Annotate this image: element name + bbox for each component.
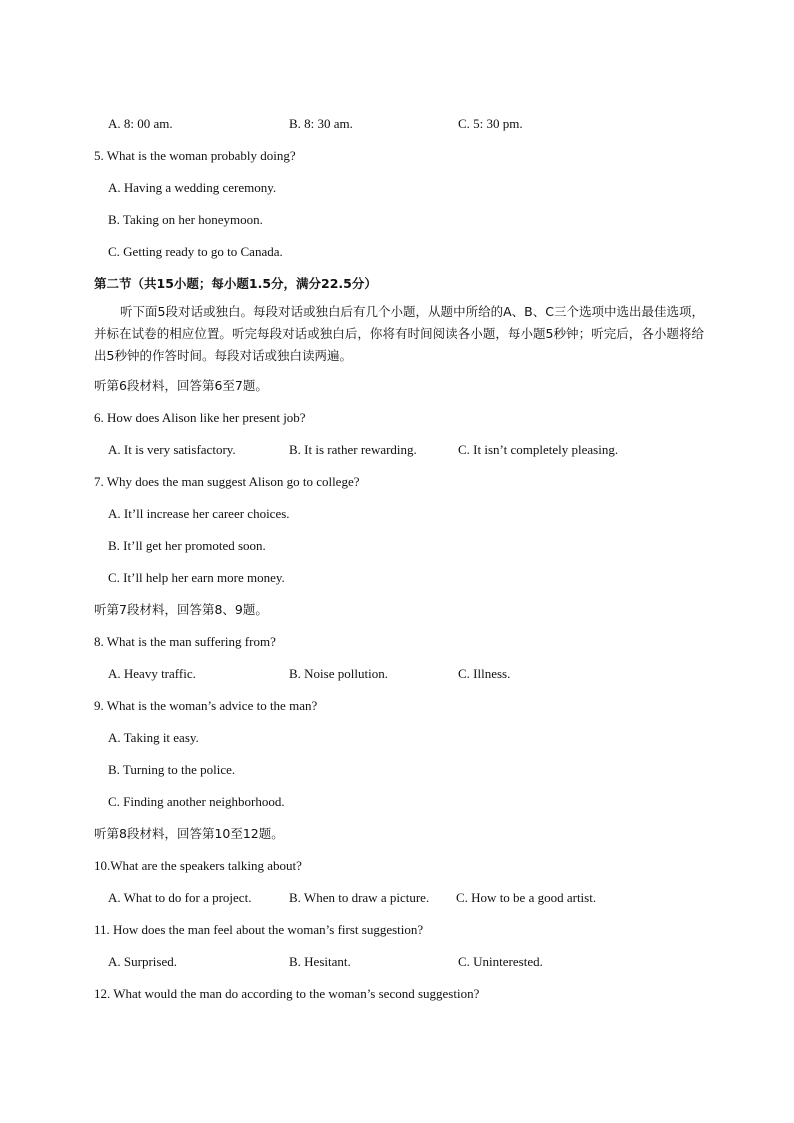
q8-option-a: A. Heavy traffic. (108, 666, 196, 681)
q11-option-a: A. Surprised. (108, 954, 177, 969)
q8-option-c: C. Illness. (458, 666, 511, 681)
q4-option-a: A. 8: 00 am. (108, 116, 173, 131)
q11-option-c: C. Uninterested. (458, 954, 543, 969)
material-6-label: 听第6段材料，回答第6至7题。 (94, 378, 268, 393)
section-heading: 第二节（共15小题；每小题1.5分，满分22.5分） (94, 276, 377, 291)
q10-option-a: A. What to do for a project. (108, 890, 252, 905)
instructions-text: 听下面5段对话或独白。每段对话或独白后有几个小题，从题中所给的A、B、C三个选项中选出最佳选项，并标在试卷的相应位置。听完每段对话或独白后，你将有时间阅读各小题，每小题5秒钟；听完后，各小题将给出5秒钟的作答时间。每段对话或独白读两遍。 (94, 304, 704, 363)
material-8-label: 听第8段材料，回答第10至12题。 (94, 826, 284, 841)
q9-option-b: B. Turning to the police. (108, 762, 236, 777)
q10-option-c: C. How to be a good artist. (456, 890, 597, 905)
q6-option-b: B. It is rather rewarding. (289, 442, 417, 457)
q6-option-a: A. It is very satisfactory. (108, 442, 236, 457)
q7-option-b: B. It’ll get her promoted soon. (108, 538, 266, 553)
q9-question: 9. What is the woman’s advice to the man? (94, 698, 318, 713)
q12-question: 12. What would the man do according to the woman’s second suggestion? (94, 986, 480, 1001)
q7-option-a: A. It’ll increase her career choices. (108, 506, 290, 521)
q8-option-b: B. Noise pollution. (289, 666, 388, 681)
q7-option-c: C. It’ll help her earn more money. (108, 570, 285, 585)
q10-option-b: B. When to draw a picture. (289, 890, 430, 905)
q5-question: 5. What is the woman probably doing? (94, 148, 296, 163)
q11-option-b: B. Hesitant. (289, 954, 351, 969)
q7-question: 7. Why does the man suggest Alison go to college? (94, 474, 360, 489)
q5-option-c: C. Getting ready to go to Canada. (108, 244, 283, 259)
q9-option-a: A. Taking it easy. (108, 730, 199, 745)
q11-question: 11. How does the man feel about the woman’s first suggestion? (94, 922, 424, 937)
material-7-label: 听第7段材料，回答第8、9题。 (94, 602, 268, 617)
q8-question: 8. What is the man suffering from? (94, 634, 276, 649)
q5-option-b: B. Taking on her honeymoon. (108, 212, 263, 227)
q6-option-c: C. It isn’t completely pleasing. (458, 442, 619, 457)
q5-option-a: A. Having a wedding ceremony. (108, 180, 277, 195)
q10-question: 10.What are the speakers talking about? (94, 858, 302, 873)
q4-option-b: B. 8: 30 am. (289, 116, 353, 131)
q6-question: 6. How does Alison like her present job? (94, 410, 306, 425)
q4-option-c: C. 5: 30 pm. (458, 116, 523, 131)
section-instructions (94, 301, 704, 367)
q9-option-c: C. Finding another neighborhood. (108, 794, 285, 809)
